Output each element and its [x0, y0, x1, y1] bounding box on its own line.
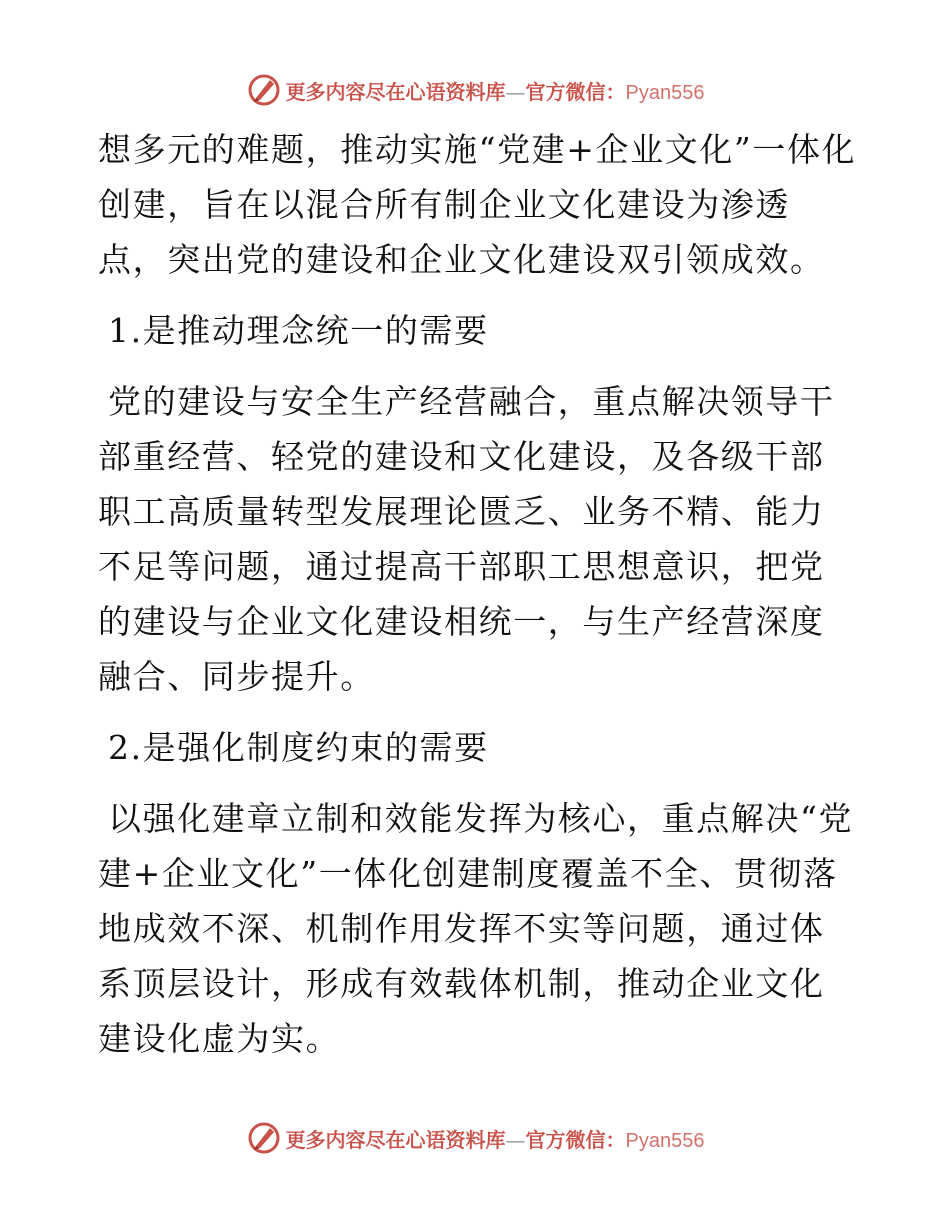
pen-logo-icon [246, 72, 282, 108]
paragraph-intro: 想多元的难题，推动实施“党建+企业文化”一体化创建，旨在以混合所有制企业文化建设为渗透点，突出党的建设和企业文化建设双引领成效。 [98, 130, 857, 279]
watermark-dash: — [505, 79, 526, 104]
watermark-suffix: 官方微信： [525, 1127, 626, 1152]
watermark-main: 更多内容尽在心语资料库 [285, 79, 506, 104]
watermark-handle: Pyan556 [625, 81, 705, 104]
paragraph-section-2-text: 以强化建章立制和效能发挥为核心，重点解决“党建+企业文化”一体化创建制度覆盖不全、贯彻落地成效不深、机制作用发挥不实等问题，通过体系顶层设计，形成有效载体机制，推动企业文化建设化虚为实。 [98, 799, 854, 1058]
watermark-text [286, 1124, 705, 1153]
document-body [98, 122, 858, 1066]
pen-logo-icon [246, 1120, 282, 1156]
paragraph-section-2 [98, 791, 858, 1066]
watermark-handle: Pyan556 [625, 1129, 705, 1152]
paragraph-section-1-text: 党的建设与安全生产经营融合，重点解决领导干部重经营、轻党的建设和文化建设，及各级干部职工高质量转型发展理论匮乏、业务不精、能力不足等问题，通过提高干部职工思想意识，把党的建设与企业文化建设相统一，与生产经营深度融合、同步提升。 [98, 382, 835, 696]
section-heading-2: 2.是强化制度约束的需要 [108, 728, 489, 767]
watermark-dash: — [505, 1127, 526, 1152]
watermark-suffix: 官方微信： [525, 79, 626, 104]
header-watermark [0, 70, 950, 110]
watermark-text [286, 76, 705, 105]
footer-watermark [0, 1118, 950, 1158]
section-heading-1: 1.是推动理念统一的需要 [108, 311, 489, 350]
paragraph-section-1 [98, 374, 858, 704]
watermark-main: 更多内容尽在心语资料库 [285, 1127, 506, 1152]
